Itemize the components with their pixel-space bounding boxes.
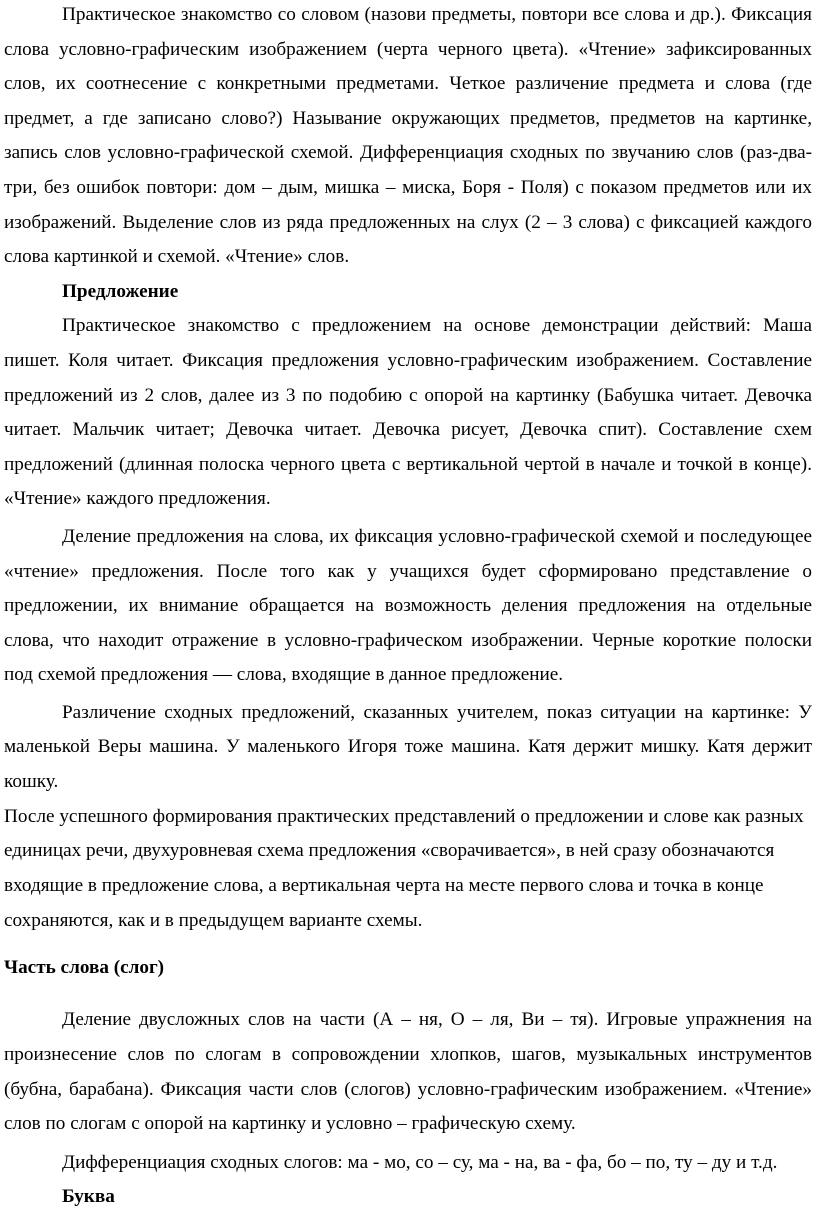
- paragraph-word-intro: Практическое знакомство со словом (назови предметы, повтори все слова и др.). Фиксация слова условно-графическим изображением (черта черного цвета). «Чтение» зафиксированных слов, их соотнесение с конкретными предметами. Четкое различение предмета и слова (где предмет, а где записано слово?) Называние окружающих предметов, предметов на картинке, запись слов условно-графической схемой. Дифференциация сходных по звучанию слов (раз-два-три, без ошибок повтори: дом – дым, мишка – миска, Боря - Поля) с показом предметов или их изображений. Выделение слов из ряда предложенных на слух (2 – 3 слова) с фиксацией каждого слова картинкой и схемой. «Чтение» слов.: [4, 4, 812, 268]
- paragraph-sentence-division: Деление предложения на слова, их фиксация условно-графической схемой и последующее «чтение» предложения. После того как у учащихся будет сформировано представление о предложении, их внимание обращается на возможность деления предложения на отдельные слова, что находит отражение в условно-графическом изображении. Черные короткие полоски под схемой предложения — слова, входящие в данное предложение.: [4, 525, 812, 686]
- paragraph-scheme-folding: После успешного формирования практических представлений о предложении и слове как разных единицах речи, двухуровневая схема предложения «сворачивается», в ней сразу обозначаются входящие в предложение слова, а вертикальная черта на месте первого слова и точка в конце сохраняются, как и в предыдущем варианте схемы.: [4, 805, 804, 932]
- heading-syllable: Часть слова (слог): [4, 956, 165, 978]
- paragraph-sentence-differentiation: Различение сходных предложений, сказанных учителем, показ ситуации на картинке: У маленькой Веры машина. У маленького Игоря тоже машина. Катя держит мишку. Катя держит кошку.: [4, 701, 812, 793]
- paragraph-syllable-division: Деление двусложных слов на части (А – ня, О – ля, Ви – тя). Игровые упражнения на произнесение слов по слогам в сопровождении хлопков, шагов, музыкальных инструментов (бубна, барабана). Фиксация части слов (слогов) условно-графическим изображением. «Чтение» слов по слогам с опорой на картинку и условно – графическую схему.: [4, 1009, 812, 1135]
- paragraph-syllable-differentiation: Дифференциация сходных слогов: ма - мо, со – су, ма - на, ва - фа, бо – по, ту – ду и т.д.: [62, 1151, 778, 1173]
- heading-sentence: Предложение: [62, 280, 179, 302]
- paragraph-sentence-intro: Практическое знакомство с предложением на основе демонстрации действий: Маша пишет. Коля читает. Фиксация предложения условно-графическим изображением. Составление предложений из 2 слов, далее из 3 по подобию с опорой на картинку (Бабушка читает. Девочка читает. Мальчик читает; Девочка читает. Девочка рисует, Девочка спит). Составление схем предложений (длинная полоска черного цвета с вертикальной чертой в начале и точкой в конце). «Чтение» каждого предложения.: [4, 315, 812, 510]
- heading-letter: Буква: [62, 1186, 115, 1208]
